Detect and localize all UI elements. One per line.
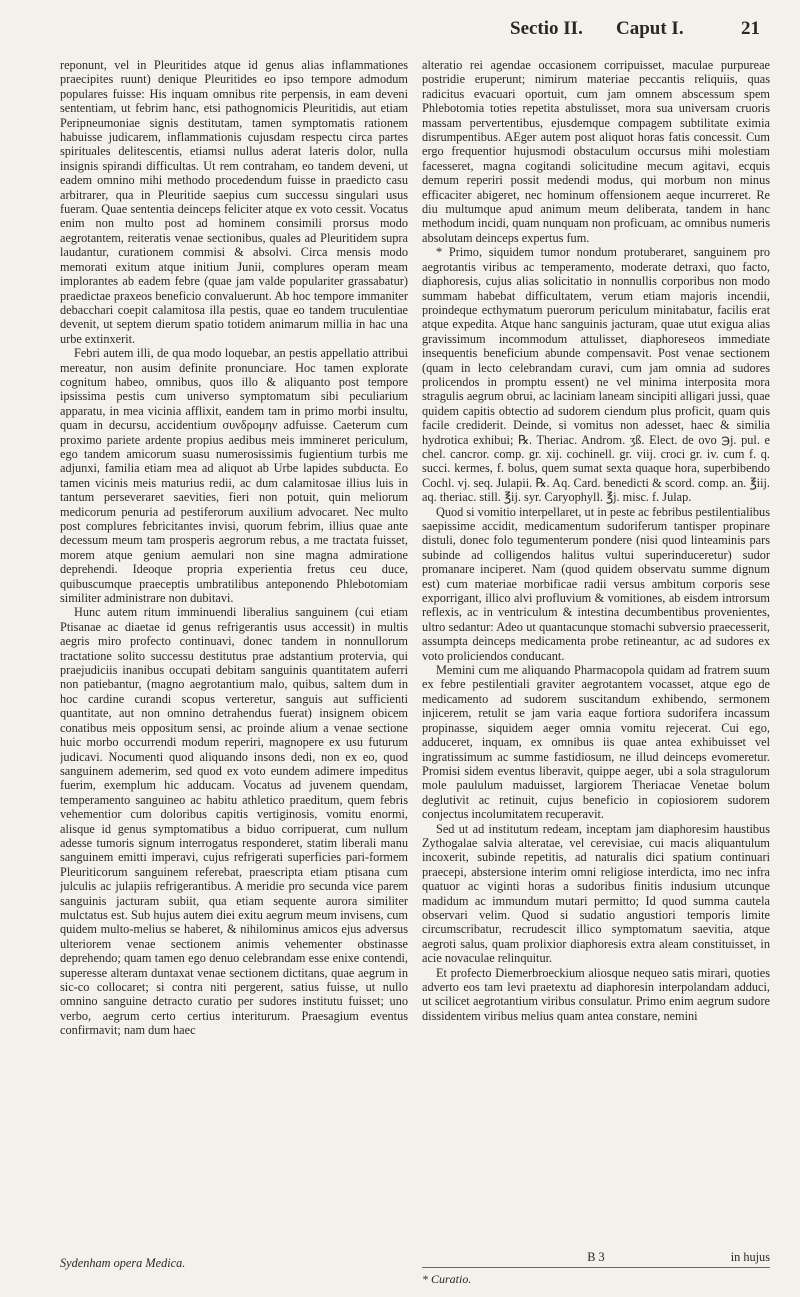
paragraph: Sed ut ad institutum redeam, inceptam jam diaphoresim haustibus Zythogalae salvia alteratae, vel cerevisiae, cui macis aliquantulum incoxerit, subinde repetitis, ad naturalis dici spatium continuari praecepi, abstersione interim omni religiose interdicta, imo nec infra quatuor ac viginti horas a sudoribus finitis indusium utcunque madidum ac immundum mutari permitto; Id quod summa cautela observari velim. Quod si sudatio angustiori temporis limite circumscribatur, recrudescit illico symptomatum saevitia, atque aegroti salus, quam prolixior diaphoresis extra aleam constituisset, in acie novaculae relinquitur. [422,821,770,966]
chapter-heading: Caput I. [616,18,684,39]
section-heading: Sectio II. [510,18,583,39]
paragraph: * Primo, siquidem tumor nondum protuberaret, sanguinem pro aegrotantis viribus ac temperamento, moderate detraxi, quo facto, diaphoresis, cujus alias solicitatio in nonnullis corporibus non modo summam habebat difficultatem, verum etiam majoris incendii, proindeque ecthymatum puerorum periculum minitabatur, facilis erat atque expedita. Atque hanc sanguinis jacturam, quae utut exigua alias gravissimum incommodum attulisset, diaphoreseos immediate insequentis beneficium abunde compensavit. Post venae sectionem (quam in lecto celebrandam curavi, cum jam omnia ad sudores prolicendos in promptu essent) ne vel minima interposita mora stragulis aegrum obrui, ac laciniam laneam sincipiti alligari jussi, quae quidem capitis obtectio ad sudorem ciendum plus proficit, quam quis facile crediderit. Deinde, si vomitus non adesset, haec & similia hydrotica exhibui; ℞. Theriac. Androm. ʒß. Elect. de ovo ℈j. pul. e chel. cancror. comp. gr. xij. cochinell. gr. viij. croci gr. iv. cum f. q. succi. kermes, f. bolus, quem sumat sexta quaque hora, superbibendo Cochl. vj. seq. Julapii. ℞. Aq. Card. benedicti & scord. comp. an. ℥iij. aq. theriac. still. ℥ij. syr. Caryophyll. ℥j. misc. f. Julap. [422,245,770,505]
paragraph: alteratio rei agendae occasionem corripuisset, maculae purpureae postridie eruperunt; nimirum materiae peccantis reliquiis, quas radicitus evacuari oportuit, cum jam omnem abscessum spem Phlebotomia toties repetita abstulisset, mora sua universam cruoris massam pervertentibus, ejusdemque compagem subtilitate eximia disrumpentibus. AEger autem post aliquot horas fatis concessit. Cum ergo frequentior hujusmodi obstaculum occursus mihi molestiam facesseret, magna cogitandi solicitudine mecum agitavi, ecquis demum reperiri possit medendi modus, qui morbum non minus efficaciter abigeret, nec hominum offensionem aeque incurreret. Re diu multumque apud animum meum deliberata, tandem in hanc methodum incidi, quam nunquam non proficuam, ac omnibus numeris absolutam deinceps expertus fum. [422,58,770,245]
signature-mark [422,1250,770,1265]
catchword-left: Sydenham opera Medica. [60,1256,186,1270]
paragraph: reponunt, vel in Pleuritides atque id genus alias inflammationes praecipites ruunt) denique Pleuritides eo ipso tempore admodum populares fuisse: His inquam omnibus rite perpensis, in eam deveni sententiam, ut febrim hanc, etsi pathognomicis Pleuritidis, aut etiam Peripneumoniae signis destitutam, tamen symptomatis rationem habuisse judicarem, inflammationis cujusdam respectu circa partes spirituales delitescentis, etiamsi nullus aderat lateris dolor, nulla insignis spirandi difficultas. Ut rem contraham, eo tandem deveni, ut eadem omnino mihi methodo procedendum fuisse in praedicto casu arbitrarer, qua in Pleuritide saepius cum successu singulari usus fueram. Quae sententia deinceps feliciter atque ex voto cessit. Vocatus enim non multo post ad hominem consimili prorsus modo aegrotantem, reiteratis venae sectionibus, quales ad Pleuritidem supra laudantur, curationem commisi & absolvi. Circa mensis modo memorati exitum atque initium Junii, complures operam meam implorantes ab eadem febre (quae jam valde populariter grassabatur) praedictae praxeos beneficio convaluerunt. Ab hoc tempore immaniter debacchari coepit calamitosa illa pestis, quae eo tandem truculentiae devenit, ut septem dierum spatio totidem animarum millia in hac una urbe extinxerit. [60,58,408,346]
footnote: * Curatio. [422,1272,472,1286]
footnote-rule [422,1267,770,1268]
page-number: 21 [741,18,760,39]
signature-text: B 3 [587,1250,605,1264]
paragraph: Quod si vomitio interpellaret, ut in peste ac febribus pestilentialibus saepissime accidit, medicamentum sudoriferum tantisper propinare distuli, donec folo tegumenterum pondere (nisi quod linteaminis pars subinde ad colligendos halitus vultui superinduceretur) sudor promanare inciperet. Nam (quod quidem observatu summe dignum est) cum materiae morbificae radii versus ambitum corporis sese exporrigant, illico alvi profluvium & vomitiones, ab eisdem introrsum reflexis, ac in ventriculum & intestina decumbentibus provenientes, ultro sedantur: Adeo ut quantacunque stomachi subversio praecesserit, assumpta deinceps medicamenta probe retineantur, ac ad sudores ex voto proliciendos conducant. [422,504,770,663]
catchword-right: in hujus [730,1250,770,1264]
paragraph: Memini cum me aliquando Pharmacopola quidam ad fratrem suum ex febre pestilentiali graviter aegrotantem vocasset, atque ego de medicamento ad sudorem suscitandum exhibendo, sermonem injicerem, retulit se jam varia eaque fortiora sudorifera incassum propinasse, siquidem aeger omnia vomitu rejecerat. Cui ego, adduceret, inquam, ex omnibus iis quae antea exhibuisset vel ingratissimum ac summe fastidiosum, ne illud deinceps evomeretur. Promisi sidem eventus liberavit, quippe aeger, ubi a sola stragulorum mole paululum maduisset, largiorem Theriacae Venetae bolum deglutivit ac retinuit, cujus beneficio in copiosiorem sudorem conjectus incolumitatem recuperavit. [422,663,770,822]
right-column [422,58,770,1270]
left-column [60,58,408,1270]
paragraph: Febri autem illi, de qua modo loquebar, an pestis appellatio attribui mereatur, non ausim definite pronunciare. Hoc tamen explorate cognitum habeo, omnibus, quos illo & aliquanto post tempore ipsissima pestis cum universo symptomatum sibi peculiarium apparatu, in mea vicinia afflixit, eandem tam in primo morbi insultu, quam in decursu, accidentium συνδρομην adfuisse. Caeterum cum proximo pariete ardente propius aedibus meis immineret periculum, ego tandem amicorum suasu numerosissimis fugientium turbis me adjunxi, familia etiam mea ad aliquot ab Urbe lapides subducta. Eo tamen vicinis meis maturius redii, ac dum calamitosae illius luis in tantum perseveraret saevities, fieri non potuit, quin meliorum medicorum penuria ad pestiferorum auxilium advocaret. Nec multo post complures febricitantes invisi, quorum febrim, illius quae ante decessum meum tam prosperis aegrorum rebus, a me tractata fuisset, morem atque genium aemulari non sine magna admiratione deprehendi. Ideoque propria experientia fretus ceu duce, quibuscumque praeceptis umbratilibus anteponendo Phlebotomiam similiter administrare non dubitavi. [60,346,408,606]
paragraph: Hunc autem ritum imminuendi liberalius sanguinem (cui etiam Ptisanae ac diaetae id genus refrigerantis usus accessit) in multis aegris miro profecto continuavi, donec tandem in nonnullorum tractatione solito successu destitutus prae adstantium protervia, qui praejudiciis inanibus occupati debitam sanguinis quantitatem auferri non patiebantur, (magno aegrotantium malo, quibus, saltem dum in hoc cardine curandi scopus verteretur, sanguis aut sufficienti quantitate, aut non omnino detrahendus fuerat) insignem obicem conatibus meis oppositum sensi, ac proinde alium a venae sectione huic morbo occurrendi modum reperiri, magnopere ex usu futurum judicavi. Nocumenti quod aliquando insons dedi, non ex eo, quod sanguinem ademerim, sed quod ex voto eundem adimere impeditus fuerim, exemplum hic adducam. Vocatus ad juvenem quendam, temperamento sanguineo ac habitu athletico praeditum, quem febris vehementior cum doloribus capitis vertiginosis, vomitu enormi, alisque id genus symptomatibus a biduo corripuerat, cum nullum adesse tumoris signum interrogatus responderet, statim liberali manu sanguinem emitti imperavi, cujus refrigerati superficies pari-formem Pleuriticorum sanguinem referebat, praescripta etiam ptisana cum julculis ac julapiis refrigerantibus. A meridie pro secunda vice parem sanguinis jacturam subiit, qua etiam sequente aurora similiter mulctatus est. Sub hujus autem diei exitu aegrum meum invisens, cum quidem multo-melius se haberet, & nihilominus amicos ejus adversus ulteriorem venae sectionem animis vehementer obstinasse deprehendo; quam tamen ego denuo celebrandam esse enixe contendi, superesse alteram duntaxat venae sectionem dictitans, quae aegrum in sic-co collocaret; si contra niti pergerent, satius fuisse, ut nullo omnino sanguine detracto curatio per sudores institutu fuisset; uno verbo, aegrum certo certius interiturum. Praesagium eventus confirmavit; nam dum haec [60,605,408,1038]
paragraph: Et profecto Diemerbroeckium aliosque nequeo satis mirari, quoties adverto eos tam levi praetextu ad diaphoresin interpolandam adduci, ut scilicet aegrotantium viribus consulatur. Primo enim aegrum sudore dissidentem viribus melius quam antea constare, nemini [422,965,770,1023]
running-header [60,18,760,46]
